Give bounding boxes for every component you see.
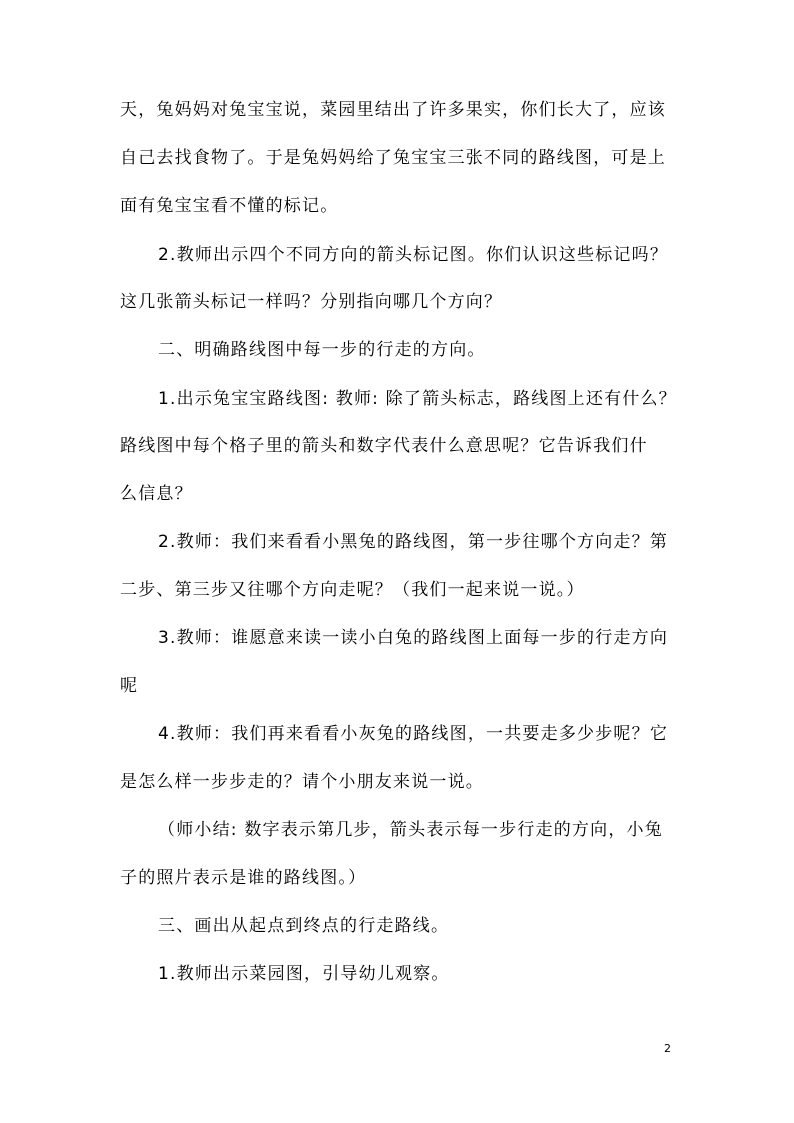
text-line: 呢 [120,676,139,696]
text-line: 面有兔宝宝看不懂的标记。 [120,196,339,216]
text-line: 子的照片表示是谁的路线图。） [120,868,367,888]
text-line: 么信息？ [120,484,193,504]
text-line: 2.教师：我们来看看小黑兔的路线图，第一步往哪个方向走？第 [158,532,669,552]
section-heading: 三、画出从起点到终点的行走路线。 [158,916,450,936]
text-line: 4.教师：我们再来看看小灰兔的路线图，一共要走多少步呢？它 [158,724,669,744]
text-line: （师小结: 数字表示第几步，箭头表示每一步行走的方向，小兔 [158,820,663,840]
text-line: 这几张箭头标记一样吗？分别指向哪几个方向？ [120,292,503,312]
text-line: 3.教师：谁愿意来读一读小白兔的路线图上面每一步的行走方向 [158,628,669,648]
text-line: 2.教师出示四个不同方向的箭头标记图。你们认识这些标记吗？ [158,245,669,265]
text-line: 天，兔妈妈对兔宝宝说，菜园里结出了许多果实，你们长大了，应该 [120,100,666,120]
text-line: 路线图中每个格子里的箭头和数字代表什么意思呢？它告诉我们什 [120,436,648,456]
text-line: 二步、第三步又往哪个方向走呢？（我们一起来说一说。） [120,580,585,600]
page-number: 2 [664,1042,671,1055]
text-line: 是怎么样一步步走的？请个小朋友来说一说。 [120,772,484,792]
section-heading: 二、明确路线图中每一步的行走的方向。 [158,340,486,360]
text-line: 1.出示兔宝宝路线图: 教师: 除了箭头标志，路线图上还有什么？ [158,389,677,409]
text-line: 1.教师出示菜园图，引导幼儿观察。 [158,964,450,984]
text-line: 自己去找食物了。于是兔妈妈给了兔宝宝三张不同的路线图，可是上 [120,148,666,168]
